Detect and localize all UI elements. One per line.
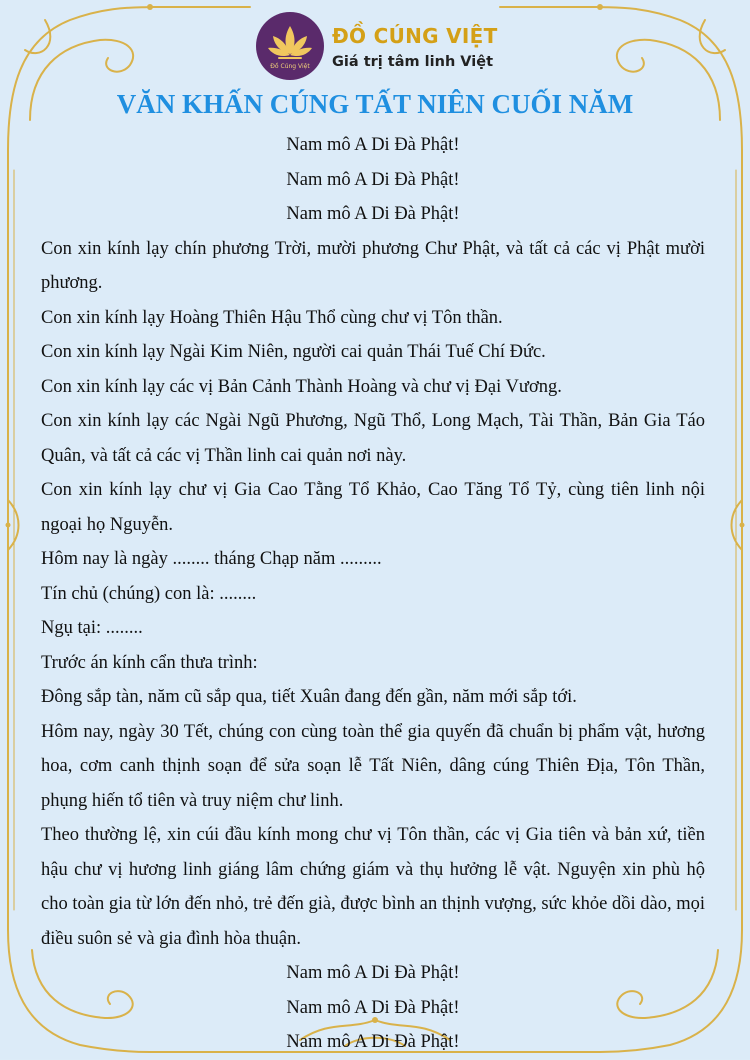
prayer-paragraph: Trước án kính cẩn thưa trình: <box>41 652 258 673</box>
prayer-paragraph: Con xin kính lạy Hoàng Thiên Hậu Thổ cùng chư vị Tôn thần. <box>41 307 503 328</box>
prayer-paragraph: Hôm nay là ngày ........ tháng Chạp năm ......... <box>41 549 382 569</box>
lotus-logo <box>256 12 324 80</box>
prayer-paragraph: Đông sắp tàn, năm cũ sắp qua, tiết Xuân đang đến gần, năm mới sắp tới. <box>41 687 577 707</box>
brand-tagline: Giá trị tâm linh Việt <box>332 54 494 70</box>
prayer-paragraph: Con xin kính lạy Ngài Kim Niên, người cai quản Thái Tuế Chí Đức. <box>41 342 546 362</box>
invocation-line: Nam mô A Di Đà Phật! <box>286 1032 460 1052</box>
logo-caption: Đồ Cúng Việt <box>270 63 310 70</box>
prayer-paragraph: Ngụ tại: ........ <box>41 618 143 638</box>
prayer-paragraph: Con xin kính lạy chín phương Trời, mười phương Chư Phật, và tất cả các vị Phật mười phương. <box>41 238 705 293</box>
prayer-text <box>41 128 705 1060</box>
prayer-paragraph: Con xin kính lạy các Ngài Ngũ Phương, Ngũ Thổ, Long Mạch, Tài Thần, Bản Gia Táo Quân, và tất cả các vị Thần linh cai quản nơi này. <box>41 411 705 466</box>
invocation-line: Nam mô A Di Đà Phật! <box>286 135 460 155</box>
invocation-line: Nam mô A Di Đà Phật! <box>286 963 460 983</box>
prayer-paragraph: Hôm nay, ngày 30 Tết, chúng con cùng toàn thể gia quyến đã chuẩn bị phẩm vật, hương hoa, cơm canh thịnh soạn để sửa soạn lễ Tất Niên, dâng cúng Thiên Địa, Tôn Thần, phụng hiến tổ tiên và truy niệm chư linh. <box>41 721 705 811</box>
invocation-line: Nam mô A Di Đà Phật! <box>286 997 460 1018</box>
brand-name: ĐỒ CÚNG VIỆT <box>332 24 498 48</box>
prayer-paragraph: Theo thường lệ, xin cúi đầu kính mong chư vị Tôn thần, các vị Gia tiên và bản xứ, tiền hậu chư vị hương linh giáng lâm chứng giám và thụ hưởng lễ vật. Nguyện xin phù hộ cho toàn gia từ lớn đến nhỏ, trẻ đến già, được bình an thịnh vượng, sức khỏe dồi dào, mọi điều suôn sẻ và gia đình hòa thuận. <box>41 825 705 949</box>
invocation-line: Nam mô A Di Đà Phật! <box>286 169 460 190</box>
prayer-paragraph: Con xin kính lạy các vị Bản Cảnh Thành Hoàng và chư vị Đại Vương. <box>41 376 562 397</box>
brand-header <box>256 12 516 82</box>
invocation-line: Nam mô A Di Đà Phật! <box>286 204 460 224</box>
page-title: VĂN KHẤN CÚNG TẤT NIÊN CUỐI NĂM <box>116 89 634 119</box>
prayer-paragraph: Tín chủ (chúng) con là: ........ <box>41 583 257 604</box>
prayer-paragraph: Con xin kính lạy chư vị Gia Cao Tằng Tổ Khảo, Cao Tăng Tổ Tỷ, cùng tiên linh nội ngoại họ Nguyễn. <box>41 480 705 535</box>
